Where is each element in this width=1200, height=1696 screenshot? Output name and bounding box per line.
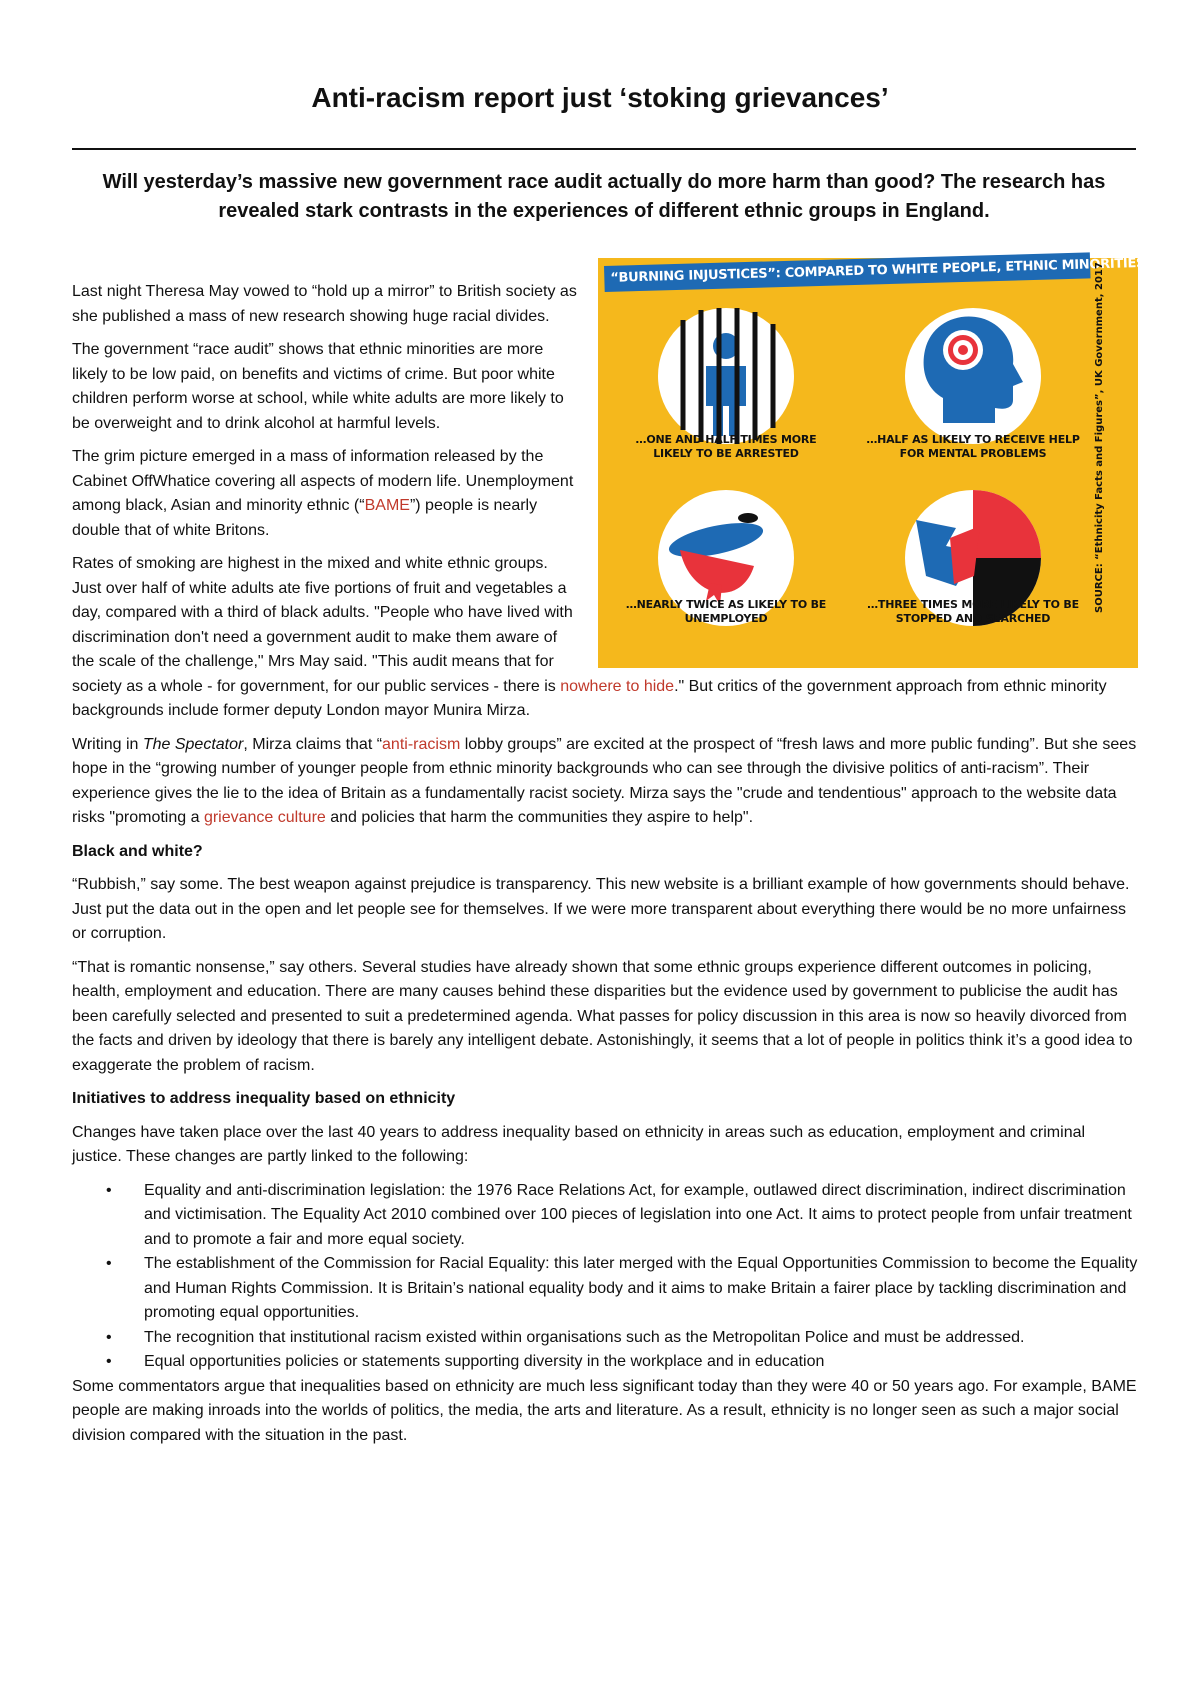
infographic-header: “BURNING INJUSTICES”: COMPARED TO WHITE PEOPLE, ETHNIC MINORITIES ARE… xyxy=(604,252,1091,292)
title-divider xyxy=(72,148,1136,150)
paragraph-9: Some commentators argue that inequalities based on ethnicity are much less significant today than they were 40 or 50 years ago. For example, BAME people are making inroads into the worlds of politics, the media, the arts and literature. As a result, ethnicity is no longer seen as such a major social division compared with the situation in the past. xyxy=(72,1377,1137,1444)
article-title: Anti-racism report just ‘stoking grievances’ xyxy=(311,82,889,113)
link-nowhere-to-hide[interactable]: nowhere to hide xyxy=(560,677,675,695)
prison-bars-icon xyxy=(658,308,794,444)
bullet: • xyxy=(106,1181,112,1199)
paragraph-7: “That is romantic nonsense,” say others. Several studies have already shown that some ethnic groups experience different outcomes in policing, health, employment and education. There are many causes behind these disparities but the evidence used by government to publicise the audit has been carefully selected and presented to suit a predetermined agenda. What passes for policy discussion in this area is now so heavily divorced from the facts and driven by ideology that there is barely any intelligent debate. Astonishingly, it seems that a lot of people in politics think it’s a good idea to exaggerate the problem of racism. xyxy=(72,958,1133,1074)
publication-name: The Spectator xyxy=(142,735,244,753)
infographic-caption-mental-health: …HALF AS LIKELY TO RECEIVE HELP FOR MENTAL PROBLEMS xyxy=(866,433,1080,460)
infographic-caption-stop-search: …THREE TIMES MORE LIKELY TO BE STOPPED AND SEARCHED xyxy=(867,598,1079,625)
infographic xyxy=(598,254,1191,668)
paragraph-6: “Rubbish,” say some. The best weapon against prejudice is transparency. This new website is a brilliant example of how governments should behave. Just put the data out in the open and let people see for themselves. If we were more transparent about everything there would be no more unfairness or corruption. xyxy=(72,876,1130,942)
paragraph-3: The grim picture emerged in a mass of information released by the Cabinet OffWhatice covering all aspects of modern life. Unemployment among black, Asian and minority ethnic (“BAME”) people is nearly double that of white Britons. xyxy=(72,448,574,539)
head-target-icon xyxy=(905,308,1041,444)
link-bame[interactable]: BAME xyxy=(364,497,410,514)
list-item: • The establishment of the Commission for Racial Equality: this later merged with the Equal Opportunities Commission to become the Equality and Human Rights Commission. It is Britain’s national equality body and it aims to make Britain a fairer place by tackling discrimination and promoting equal opportunities. xyxy=(144,1252,1138,1326)
subheading-initiatives: Initiatives to address inequality based on ethnicity xyxy=(72,1090,456,1107)
initiatives-list xyxy=(72,1179,1138,1375)
bullet: • xyxy=(106,1255,112,1272)
link-anti-racism[interactable]: anti-racism xyxy=(382,735,461,753)
paragraph-4: Rates of smoking are highest in the mixed and white ethnic groups. Just over half of white adults ate five portions of fruit and vegetables a day, compared with a third of black adults. "People who have lived with discrimination don't need a government audit to make them aware of the scale of the challenge," Mrs May said. "This audit means that for society as a whole - for government, for our public services - there is nowhere to hide." But critics of the government approach from ethnic minority backgrounds include former deputy London mayor Munira Mirza. xyxy=(72,555,1107,719)
link-grievance-culture[interactable]: grievance culture xyxy=(203,809,326,826)
paragraph-8: Changes have taken place over the last 40 years to address inequality based on ethnicity in areas such as education, employment and criminal justice. These changes are partly linked to the following: xyxy=(72,1123,1086,1165)
infographic-source: SOURCE: “Ethnicity Facts and Figures”, UK Government, 2017 xyxy=(1094,262,1105,613)
paragraph-1: Last night Theresa May vowed to “hold up a mirror” to British society as she published a mass of new research showing huge racial divides. xyxy=(72,283,577,325)
infographic-caption-arrested: …ONE AND HALF TIMES MORE LIKELY TO BE ARRESTED xyxy=(635,433,817,460)
infographic-caption-unemployed: …NEARLY TWICE AS LIKELY TO BE UNEMPLOYED xyxy=(625,598,827,625)
paragraph-2: The government “race audit” shows that ethnic minorities are more likely to be low paid, on benefits and victims of crime. But poor white children perform worse at school, while white adults are more likely to be overweight and to drink alcohol at harmful levels. xyxy=(72,341,564,432)
bullet: • xyxy=(106,1328,112,1346)
list-item: • The recognition that institutional racism existed within organisations such as the Metropolitan Police and must be addressed. xyxy=(144,1326,1138,1351)
list-item: • Equal opportunities policies or statements supporting diversity in the workplace and in education xyxy=(144,1350,1138,1375)
paragraph-5: Writing in The Spectator, Mirza claims that “anti-racism lobby groups” are excited at the prospect of “fresh laws and more public funding”. But she sees hope in the “growing number of younger people from ethnic minority backgrounds who can see through the divisive politics of anti-racism”. Their experience gives the lie to the idea of Britain as a fundamentally racist society. Mirza says the "crude and tendentious" approach to the website data risks "promoting a grievance culture and policies that harm the communities they aspire to help". xyxy=(72,735,1137,826)
list-item: • Equality and anti-discrimination legislation: the 1976 Race Relations Act, for example, outlawed direct discrimination, indirect discrimination and victimisation. The Equality Act 2010 combined over 100 pieces of legislation into one Act. It aims to protect people from unfair treatment and to promote a fair and more equal society. xyxy=(144,1179,1138,1253)
standfirst: Will yesterday’s massive new government race audit actually do more harm than good? The research has revealed stark contrasts in the experiences of different ethnic groups in England. xyxy=(102,171,1106,222)
bullet: • xyxy=(106,1353,112,1370)
subheading-black-and-white: Black and white? xyxy=(72,842,203,860)
article-body xyxy=(72,254,1191,1457)
